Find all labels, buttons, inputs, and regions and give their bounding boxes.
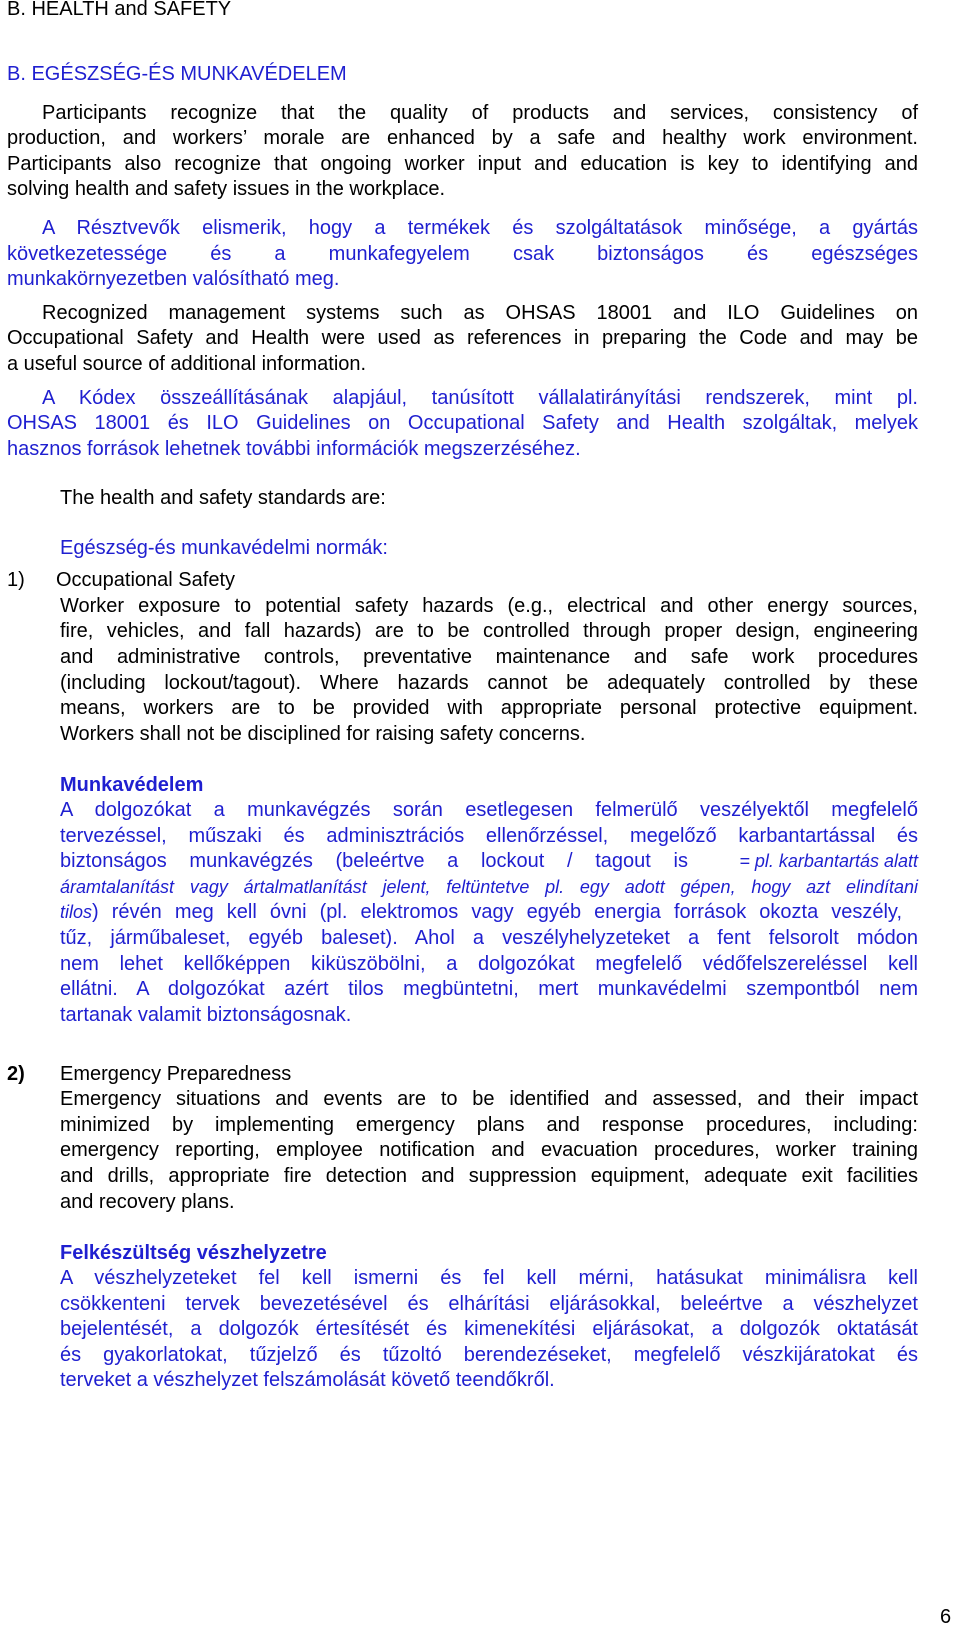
intro-hu-2-line: A Kódex összeállításának alapjául, tanúsított vállalatirányítási rendszerek, mint pl. <box>42 387 918 409</box>
item1-title-hu: Munkavédelem <box>60 774 204 796</box>
item1-body-en-line: Worker exposure to potential safety hazards (e.g., electrical and other energy sources, <box>60 595 918 617</box>
item2-body-en-line: and recovery plans. <box>60 1191 235 1213</box>
item1-body-en-line: and administrative controls, preventative maintenance and safe work procedures <box>60 646 918 668</box>
intro-hu-1-line: A Résztvevők elismerik, hogy a termékek és szolgáltatások minősége, a gyártás <box>42 217 918 239</box>
intro-hu-2-line: OHSAS 18001 és ILO Guidelines on Occupational Safety and Health szolgáltak, melyek <box>7 412 918 434</box>
item1-body-hu-line: tartanak valamit biztonságosnak. <box>60 1004 352 1026</box>
item1-body-hu-line: nem lehet kellőképpen kiküszöbölni, a dolgozókat megfelelő védőfelszereléssel kell <box>60 953 918 975</box>
intro-en-2-line: Occupational Safety and Health were used as references in preparing the Code and may be <box>7 327 918 349</box>
item2-title-hu: Felkészültség vészhelyzetre <box>60 1242 327 1264</box>
item1-body-hu-line3-italic: = pl. karbantartás alatt <box>739 851 918 871</box>
item1-body-en-line: fire, vehicles, and fall hazards) are to be controlled through proper design, engineering <box>60 620 918 642</box>
item2-body-en-line: minimized by implementing emergency plans and response procedures, including: <box>60 1114 918 1136</box>
standards-en: The health and safety standards are: <box>60 487 386 509</box>
item1-body-hu-line5-italic: tilos <box>60 902 93 922</box>
item1-title-en: Occupational Safety <box>56 569 235 591</box>
item1-body-hu-line: tervezéssel, műszaki és adminisztrációs ellenőrzéssel, megelőző karbantartással és <box>60 825 918 847</box>
item2-body-en-line: emergency reporting, employee notification and evacuation procedures, worker training <box>60 1139 918 1161</box>
item1-body-hu-line: A dolgozókat a munkavégzés során esetlegesen felmerülő veszélyektől megfelelő <box>60 799 918 821</box>
intro-en-1-line: Participants recognize that the quality of products and services, consistency of <box>42 102 918 124</box>
item2-body-en-line: and drills, appropriate fire detection and suppression equipment, adequate exit facilities <box>60 1165 918 1187</box>
intro-en-2-line: Recognized management systems such as OHSAS 18001 and ILO Guidelines on <box>42 302 918 324</box>
item2-body-hu-line: terveket a vészhelyzet felszámolását követő teendőkről. <box>60 1369 555 1391</box>
intro-hu-2-line: hasznos források lehetnek további információk megszerzéséhez. <box>7 438 581 460</box>
page-number: 6 <box>940 1606 952 1628</box>
item1-body-en-line: Workers shall not be disciplined for raising safety concerns. <box>60 723 586 745</box>
item2-body-hu-line: csökkenteni tervek bevezetésével és elhárítási eljárásokkal, beleértve a vészhelyzet <box>60 1293 918 1315</box>
item2-body-hu-line: bejelentését, a dolgozók értesítését és kimenekítési eljárásokat, a dolgozók oktatását <box>60 1318 918 1340</box>
heading-en: B. HEALTH and SAFETY <box>7 0 232 20</box>
item1-body-hu-line3-normal: biztonságos munkavégzés (beleértve a lockout / tagout is <box>60 850 688 872</box>
item2-number: 2) <box>7 1063 25 1085</box>
item1-body-hu-line: tűz, járműbaleset, egyéb baleset). Ahol a veszélyhelyzeteket a fent felsorolt módon <box>60 927 918 949</box>
intro-en-1-line: Participants also recognize that ongoing worker input and education is key to identifying and <box>7 153 918 175</box>
item1-body-en-line: (including lockout/tagout). Where hazards cannot be adequately controlled by these <box>60 672 918 694</box>
intro-en-1-line: production, and workers’ morale are enhanced by a safe and healthy work environment. <box>7 127 918 149</box>
item1-body-hu-line5-normal: ) révén meg kell óvni (pl. elektromos vagy egyéb energia források okozta veszély, <box>92 901 903 923</box>
item2-body-en-line: Emergency situations and events are to be identified and assessed, and their impact <box>60 1088 918 1110</box>
heading-hu: B. EGÉSZSÉG-ÉS MUNKAVÉDELEM <box>7 63 347 85</box>
intro-en-1-line: solving health and safety issues in the workplace. <box>7 178 446 200</box>
item1-body-hu-line: ellátni. A dolgozókat azért tilos megbüntetni, mert munkavédelmi szempontból nem <box>60 978 918 1000</box>
item1-body-hu-line5 <box>60 899 918 925</box>
item2-title-en: Emergency Preparedness <box>60 1063 292 1085</box>
item1-body-en-line: means, workers are to be provided with appropriate personal protective equipment. <box>60 697 918 719</box>
intro-hu-1-line: következetessége és a munkafegyelem csak biztonságos és egészséges <box>7 243 918 265</box>
item1-number: 1) <box>7 569 25 591</box>
intro-hu-1-line: munkakörnyezetben valósítható meg. <box>7 268 340 290</box>
item1-body-hu-line3 <box>60 848 918 874</box>
intro-en-2-line: a useful source of additional information. <box>7 353 367 375</box>
item1-body-hu-line4: áramtalanítást vagy ártalmatlanítást jelent, feltüntetve pl. egy adott gépen, hogy azt elindítani <box>60 877 918 897</box>
standards-hu: Egészség-és munkavédelmi normák: <box>60 537 388 559</box>
item2-body-hu-line: és gyakorlatokat, tűzjelző és tűzoltó berendezéseket, megfelelő vészkijáratokat és <box>60 1344 918 1366</box>
item2-body-hu-line: A vészhelyzeteket fel kell ismerni és fel kell mérni, hatásukat minimálisra kell <box>60 1267 918 1289</box>
